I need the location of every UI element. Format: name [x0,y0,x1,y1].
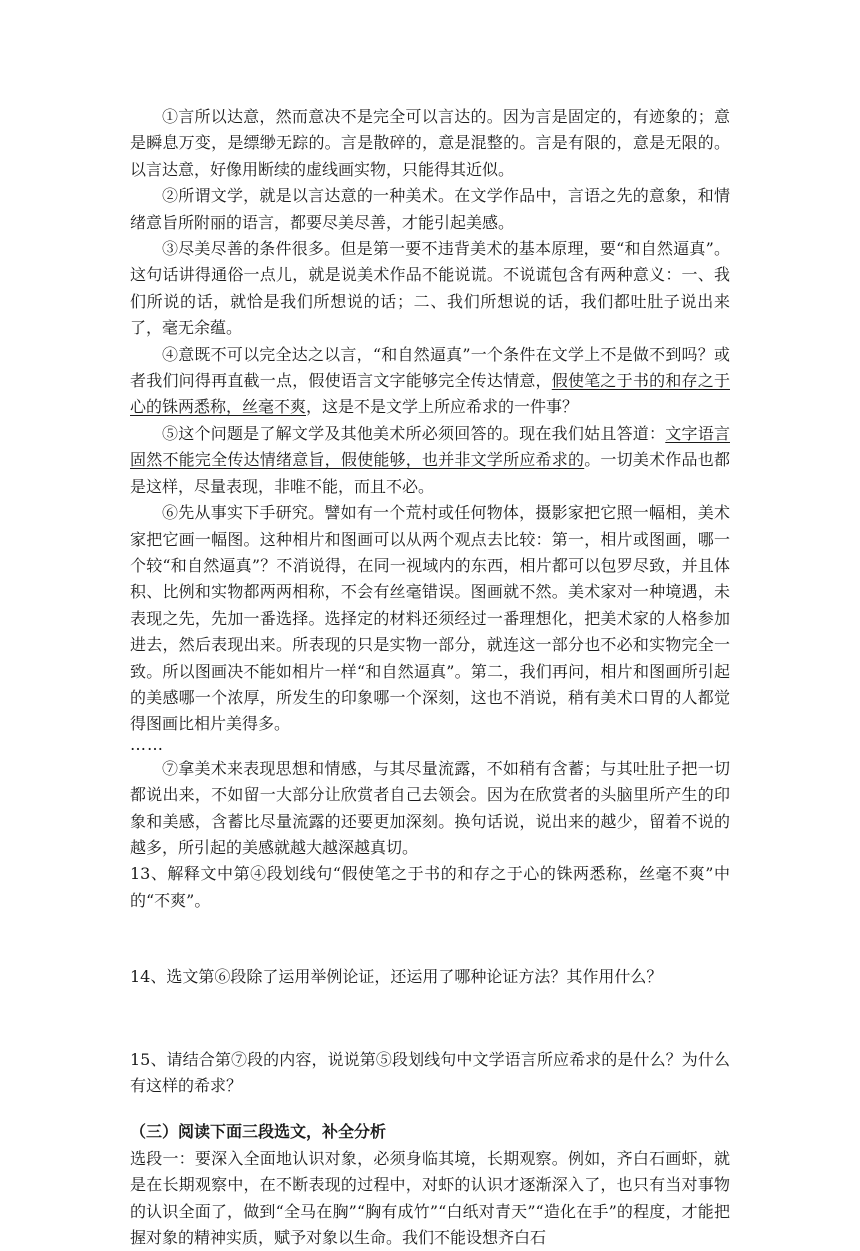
paragraph-6: ⑥先从事实下手研究。譬如有一个荒村或任何物体，摄影家把它照一幅相，美术家把它画一幅图。这种相片和图画可以从两个观点去比较：第一，相片或图画，哪一个较“和自然逼真”？不消说得，在同一视域内的东西，相片都可以包罗尽致，并且体积、比例和实物都两两相称，不会有丝毫错误。图画就不然。美术家对一种境遇，未表现之先，先加一番选择。选择定的材料还须经过一番理想化，把美术家的人格参加进去，然后表现出来。所表现的只是实物一部分，就连这一部分也不必和实物完全一致。所以图画决不能如相片一样“和自然逼真”。第二，我们再问，相片和图画所引起的美感哪一个浓厚，所发生的印象哪一个深刻，这也不消说，稍有美术口胃的人都觉得图画比相片美得多。 [130,503,730,734]
answer-space-15 [130,1099,730,1119]
section-3-excerpt-1: 选段一：要深入全面地认识对象，必须身临其境，长期观察。例如，齐白石画虾，就是在长期观察中，在不断表现的过程中，对虾的认识才逐渐深入了，也只有当对事物的认识全面了，做到“全马在胸”“胸有成竹”“白纸对青天”“造化在手”的程度，才能把握对象的精神实质，赋予对象以生命。我们不能设想齐白石 [130,1148,730,1248]
paragraph-5-text-after: 。一切美术作品也都是这样，尽量表现，非唯不能，而且不必。 [130,450,730,496]
paragraph-4-underlined-sentence: 假使笔之于书的和存之于心的铢两悉称，丝毫不爽 [130,371,730,417]
paragraph-7: ⑦拿美术来表现思想和情感，与其尽量流露，不如稍有含蓄；与其吐肚子把一切都说出来，不如留一大部分让欣赏者自己去领会。因为在欣赏者的头脑里所产生的印象和美感，含蓄比尽量流露的还要更加深刻。换句话说，说出来的越少，留着不说的越多，所引起的美感就越大越深越真切。 [130,758,730,857]
ellipsis-marker: …… [130,734,164,754]
paragraph-5 [130,421,730,500]
question-14: 14、选文第⑥段除了运用举例论证，还运用了哪种论证方法？其作用什么？ [130,967,663,987]
answer-space-13 [130,914,730,964]
document-page [130,104,730,1251]
paragraph-3: ③尽美尽善的条件很多。但是第一要不违背美术的基本原理，要“和自然逼真”。这句话讲得通俗一点儿，就是说美术作品不能说谎。不说谎包含有两种意义：一、我们所说的话，就恰是我们所想说的话；二、我们所想说的话，我们都吐肚子说出来了，毫无余蕴。 [130,239,730,338]
paragraph-5-text-before: ⑤这个问题是了解文学及其他美术所必须回答的。现在我们姑且答道： [162,423,666,443]
paragraph-1: ①言所以达意，然而意决不是完全可以言达的。因为言是固定的，有迹象的；意是瞬息万变，是缥缈无踪的。言是散碎的，意是混整的。言是有限的，意是无限的。以言达意，好像用断续的虚线画实物，只能得其近似。 [130,107,730,179]
paragraph-4 [130,342,730,421]
question-15: 15、请结合第⑦段的内容，说说第⑤段划线句中文学语言所应希求的是什么？为什么有这样的希求？ [130,1049,730,1095]
question-13: 13、解释文中第④段划线句“假使笔之于书的和存之于心的铢两悉称，丝毫不爽”中的“不爽”。 [130,864,730,910]
paragraph-2: ②所谓文学，就是以言达意的一种美术。在文学作品中，言语之先的意象，和情绪意旨所附丽的语言，都要尽美尽善，才能引起美感。 [130,186,730,232]
paragraph-4-text-before: ④意既不可以完全达之以言，“和自然逼真”一个条件在文学上不是做不到吗？或者我们问得再直截一点，假使语言文字能够完全传达情意， [130,344,730,391]
section-3-title: （三）阅读下面三段选文，补全分析 [130,1122,387,1142]
answer-space-14 [130,991,730,1047]
paragraph-5-underlined-sentence: 文字语言固然不能完全传达情绪意旨，假使能够，也并非文学所应希求的 [130,423,730,470]
paragraph-4-text-after: ，这是不是文学上所应希求的一件事？ [306,397,579,417]
